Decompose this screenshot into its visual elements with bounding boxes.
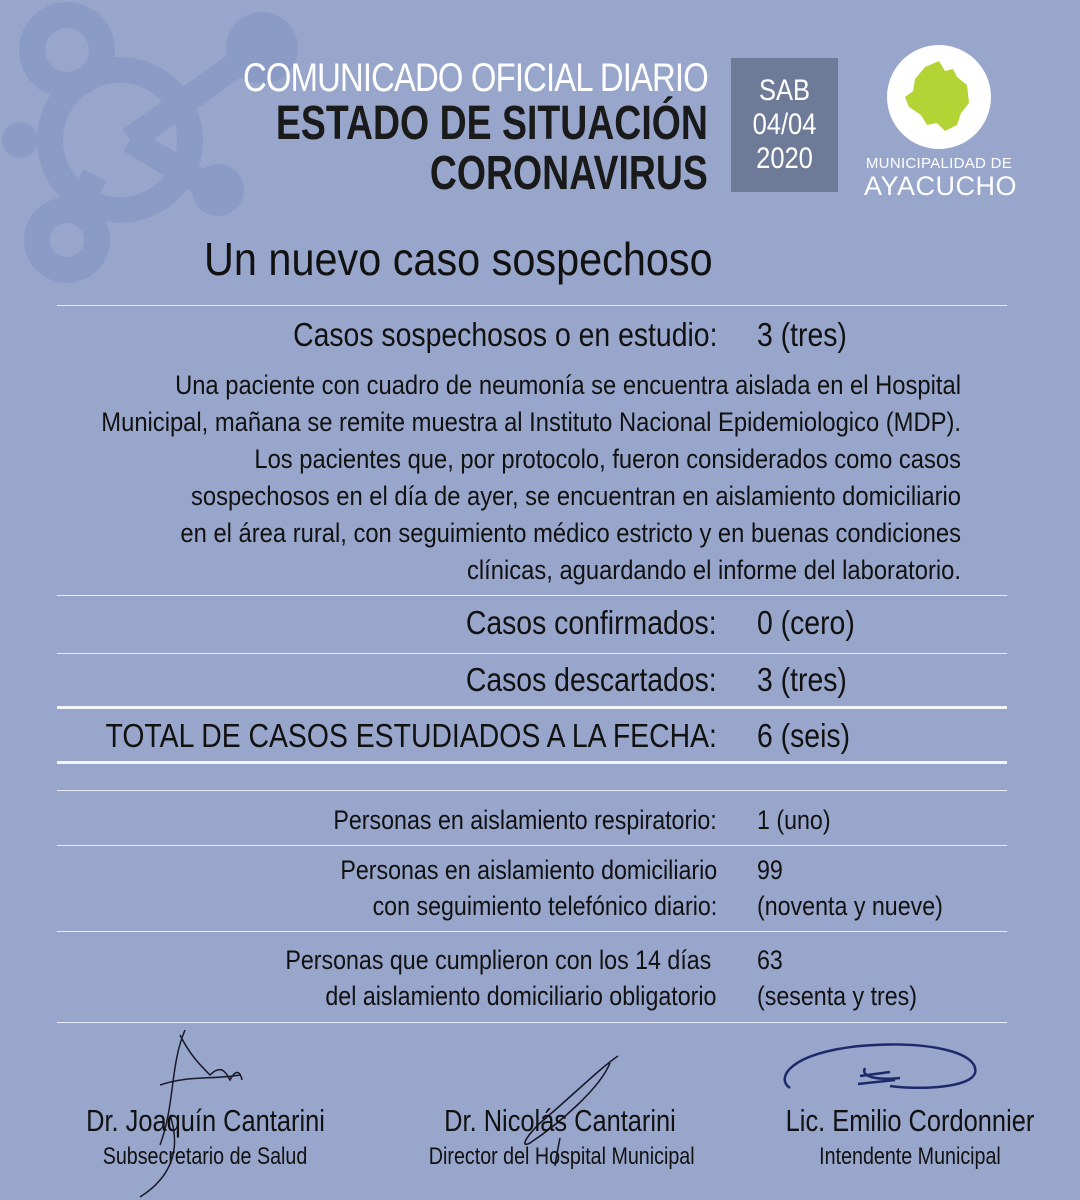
logo-text-ayacucho: AYACUCHO bbox=[864, 171, 1018, 201]
cumplieron-label bbox=[285, 942, 717, 1014]
header-line-coronavirus: CORONAVIRUS bbox=[429, 147, 708, 200]
divider bbox=[57, 653, 1007, 654]
divider-thick bbox=[57, 761, 1007, 764]
logo-text-municipalidad: MUNICIPALIDAD DE bbox=[865, 155, 1013, 172]
divider bbox=[57, 790, 1007, 791]
header-line-estado: ESTADO DE SITUACIÓN bbox=[276, 97, 708, 150]
divider bbox=[57, 931, 1007, 932]
domiciliario-value bbox=[757, 852, 943, 924]
paragraph-line: clínicas, aguardando el informe del laboratorio. bbox=[467, 555, 961, 585]
cumplieron-value-words: (sesenta y tres) bbox=[757, 981, 918, 1011]
signature-role-1: Subsecretario de Salud bbox=[102, 1143, 308, 1170]
divider bbox=[57, 845, 1007, 846]
paragraph-line: Los pacientes que, por protocolo, fueron considerados como casos bbox=[254, 444, 961, 474]
date-year: 2020 bbox=[756, 142, 813, 175]
map-shape-icon bbox=[887, 45, 991, 149]
header-line-comunicado: COMUNICADO OFICIAL DIARIO bbox=[243, 56, 708, 100]
paragraph-line: sospechosos en el día de ayer, se encuentran en aislamiento domiciliario bbox=[190, 481, 961, 511]
respiratorio-label: Personas en aislamiento respiratorio: bbox=[333, 805, 717, 835]
signature-scribble-3-icon bbox=[770, 1038, 985, 1098]
divider bbox=[57, 305, 1007, 306]
total-label: TOTAL DE CASOS ESTUDIADOS A LA FECHA: bbox=[105, 717, 717, 754]
sospechosos-value: 3 (tres) bbox=[757, 316, 847, 353]
total-value: 6 (seis) bbox=[757, 717, 851, 754]
divider bbox=[57, 595, 1007, 596]
cumplieron-label-line2: del aislamiento domiciliario obligatorio bbox=[325, 981, 717, 1011]
sospechosos-label: Casos sospechosos o en estudio: bbox=[292, 316, 717, 353]
confirmados-label: Casos confirmados: bbox=[466, 604, 717, 641]
signature-name-3: Lic. Emilio Cordonnier bbox=[785, 1103, 1035, 1138]
descartados-value: 3 (tres) bbox=[757, 661, 847, 698]
paragraph-line: Una paciente con cuadro de neumonía se encuentra aislada en el Hospital bbox=[175, 370, 962, 400]
divider-thick bbox=[57, 706, 1007, 709]
cumplieron-value bbox=[757, 942, 917, 1014]
domiciliario-value-words: (noventa y nueve) bbox=[757, 891, 943, 921]
paragraph-line: Municipal, mañana se remite muestra al Instituto Nacional Epidemiologico (MDP). bbox=[101, 407, 962, 437]
domiciliario-value-number: 99 bbox=[757, 855, 783, 885]
domiciliario-label-line1: Personas en aislamiento domiciliario bbox=[340, 855, 717, 885]
municipality-logo bbox=[864, 45, 1018, 202]
signature-role-3: Intendente Municipal bbox=[819, 1143, 1001, 1170]
date-day: SAB bbox=[758, 74, 811, 107]
sospechosos-description bbox=[0, 367, 961, 589]
logo-circle bbox=[887, 45, 991, 149]
respiratorio-value: 1 (uno) bbox=[757, 805, 831, 835]
signature-block-2 bbox=[400, 1103, 720, 1171]
signature-name-2: Dr. Nicolás Cantarini bbox=[444, 1103, 676, 1138]
confirmados-value: 0 (cero) bbox=[757, 604, 855, 641]
cumplieron-label-line1: Personas que cumplieron con los 14 días bbox=[285, 945, 711, 975]
signature-name-1: Dr. Joaquín Cantarini bbox=[86, 1103, 325, 1138]
divider bbox=[57, 1022, 1007, 1023]
signature-block-1 bbox=[60, 1103, 350, 1171]
header-title-block bbox=[141, 58, 708, 198]
signature-role-2: Director del Hospital Municipal bbox=[428, 1143, 695, 1170]
headline: Un nuevo caso sospechoso bbox=[204, 233, 713, 285]
descartados-label: Casos descartados: bbox=[466, 661, 717, 698]
paragraph-line: en el área rural, con seguimiento médico estricto y en buenas condiciones bbox=[180, 518, 961, 548]
date-badge bbox=[731, 58, 838, 192]
domiciliario-label-line2: con seguimiento telefónico diario: bbox=[372, 891, 717, 921]
date-daymonth: 04/04 bbox=[752, 108, 817, 141]
domiciliario-label bbox=[340, 852, 717, 924]
cumplieron-value-number: 63 bbox=[757, 945, 783, 975]
signature-block-3 bbox=[750, 1103, 1070, 1171]
